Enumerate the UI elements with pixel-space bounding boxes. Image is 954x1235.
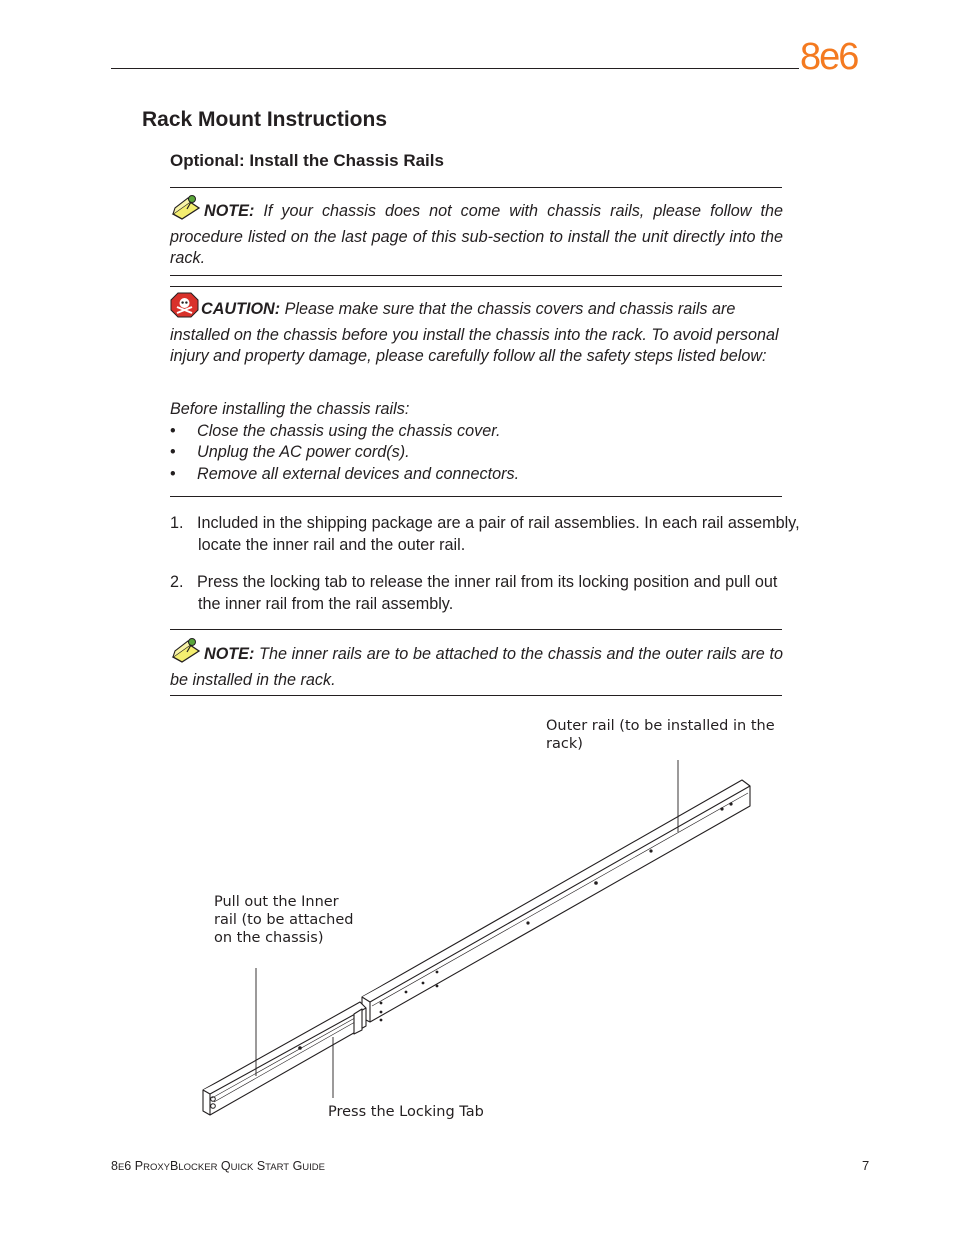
step-number: 2. xyxy=(170,573,184,591)
callout-line: rail (to be attached xyxy=(214,912,354,928)
locking-tab-callout: Press the Locking Tab xyxy=(328,1104,484,1120)
divider xyxy=(170,695,782,696)
step-number: 1. xyxy=(170,514,184,532)
note-label: NOTE: xyxy=(204,202,255,220)
callout-line: rack) xyxy=(546,736,583,752)
callout-line: Pull out the Inner xyxy=(214,894,339,910)
note-box xyxy=(170,194,783,270)
list-item-text: Close the chassis using the chassis cover. xyxy=(197,421,501,440)
footer-guide-part: UICK xyxy=(230,1162,254,1173)
caution-list xyxy=(170,399,519,485)
footer-guide-part: G xyxy=(289,1159,303,1173)
list-item-text: Unplug the AC power cord(s). xyxy=(197,443,410,461)
step-item xyxy=(170,513,840,556)
list-item-text: Remove all external devices and connectors. xyxy=(197,464,520,483)
page-number: 7 xyxy=(862,1158,870,1173)
caution-box xyxy=(170,292,783,368)
note-text: The inner rails are to be attached to the chassis and the outer rails are to be installed in the rack. xyxy=(170,645,783,689)
step-text-continued: locate the inner rail and the outer rail. xyxy=(198,535,466,554)
footer-product-part: ROXY xyxy=(143,1162,171,1173)
footer-guide-part: TART xyxy=(265,1162,290,1173)
footer-brand-part: 6 xyxy=(124,1159,135,1173)
step-text-continued: the inner rail from the rail assembly. xyxy=(198,594,454,613)
header-rule xyxy=(111,68,799,69)
footer-brand-part: E xyxy=(117,1162,125,1173)
list-item: • Close the chassis using the chassis cover. xyxy=(170,421,501,440)
note-pin-icon xyxy=(170,637,202,670)
step-text: Press the locking tab to release the inner rail from its locking position and pull out xyxy=(197,573,778,591)
step-item xyxy=(170,572,840,615)
footer-title xyxy=(111,1159,325,1173)
caution-text: Please make sure that the chassis covers and chassis rails are installed on the chassis before you install the chassis into the rack. To avoid personal injury and property damage, please carefully follow all the safety steps listed below: xyxy=(170,300,779,365)
outer-rail-callout xyxy=(546,717,775,753)
divider xyxy=(170,629,782,630)
list-item: • Unplug the AC power cord(s). xyxy=(170,443,410,461)
caution-intro: Before installing the chassis rails: xyxy=(170,400,410,418)
divider xyxy=(170,275,782,276)
caution-label: CAUTION: xyxy=(201,300,281,318)
note-text: If your chassis does not come with chassis rails, please follow the procedure listed on the last page of this sub-section to install the unit directly into the rack. xyxy=(170,202,783,267)
list-item: • Remove all external devices and connectors. xyxy=(170,464,520,483)
step-text: Included in the shipping package are a pair of rail assemblies. In each rail assembly, xyxy=(197,514,800,532)
page-title: Rack Mount Instructions xyxy=(142,108,388,131)
divider xyxy=(170,496,782,497)
callout-line: Outer rail (to be installed in the xyxy=(546,718,775,734)
divider xyxy=(170,286,782,287)
note-label: NOTE: xyxy=(204,645,255,663)
footer-brand-part: 8 xyxy=(111,1159,118,1173)
section-subtitle: Optional: Install the Chassis Rails xyxy=(170,151,444,170)
footer-guide-part: S xyxy=(253,1159,266,1173)
divider xyxy=(170,187,782,188)
note-pin-icon xyxy=(170,194,202,227)
note-box xyxy=(170,637,783,691)
inner-rail-callout xyxy=(214,893,354,947)
footer-guide-part: Q xyxy=(217,1159,231,1173)
footer-product-part: B xyxy=(170,1159,179,1173)
footer-product-part: P xyxy=(134,1159,144,1173)
footer-product-part: LOCKER xyxy=(178,1162,218,1173)
brand-logo: 8e6 xyxy=(800,36,858,78)
footer-guide-part: UIDE xyxy=(302,1162,325,1173)
skull-crossbones-icon xyxy=(170,292,199,325)
callout-line: on the chassis) xyxy=(214,930,324,946)
